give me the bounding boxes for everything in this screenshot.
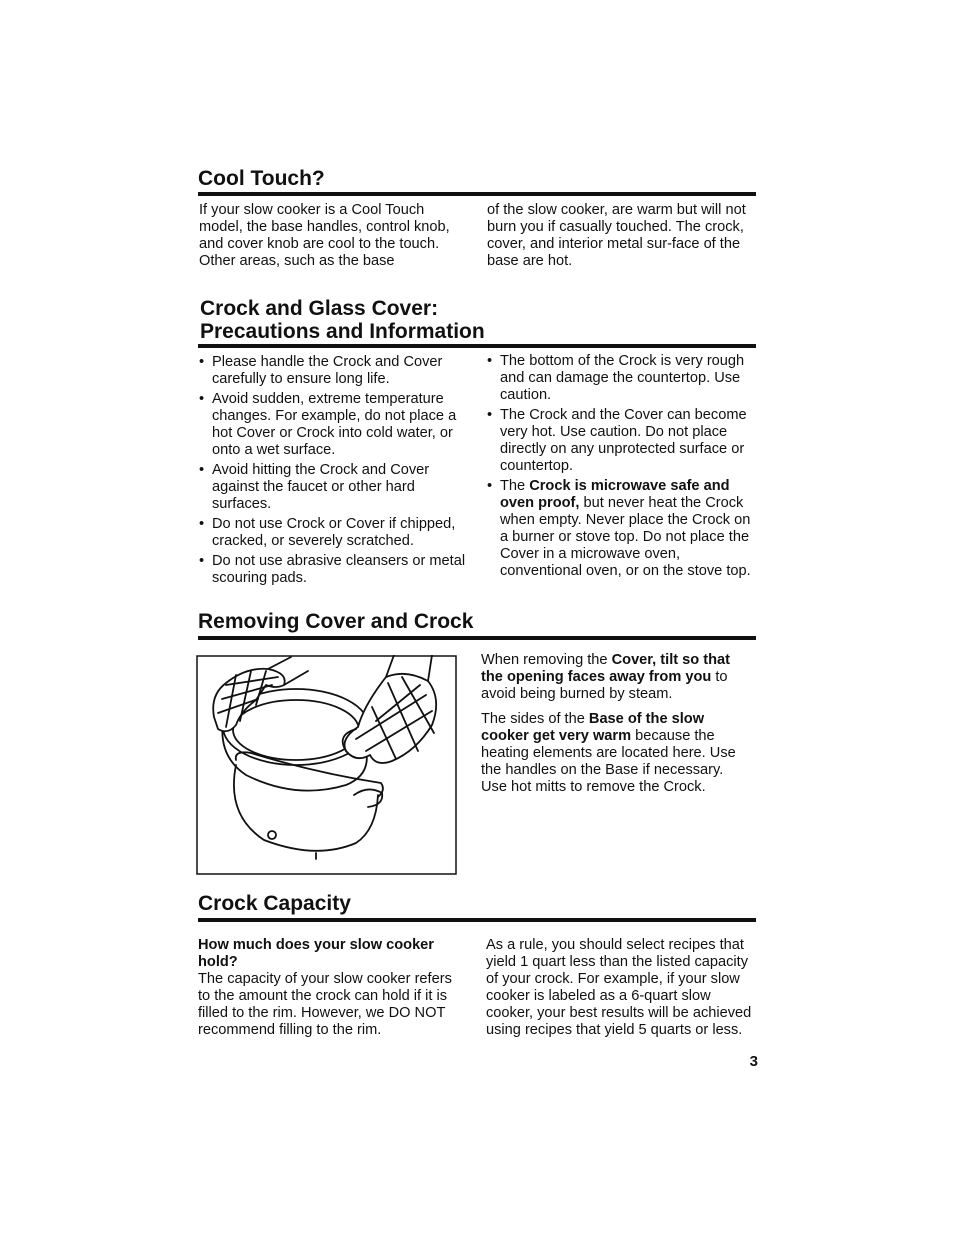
capacity-question: How much does your slow cooker hold?	[198, 937, 434, 970]
heading-line: Precautions and Information	[200, 320, 485, 343]
bold-text: Cover, tilt so that the opening faces away from you	[481, 652, 730, 685]
capacity-right-text	[486, 937, 756, 1039]
bold-text: Crock is microwave safe and oven proof,	[500, 478, 730, 511]
heading-rule	[198, 918, 756, 922]
heading-line: Crock and Glass Cover:	[200, 297, 439, 320]
heading-rule	[198, 192, 756, 196]
list-item: • Do not use Crock or Cover if chipped, cracked, or severely scratched.	[199, 516, 471, 550]
paragraph: The capacity of your slow cooker refers to the amount the crock can hold if it is filled to the rim. However, we DO NOT recommend filling to the rim.	[198, 971, 452, 1038]
heading-removing: Removing Cover and Crock	[198, 610, 474, 633]
heading-capacity: Crock Capacity	[198, 892, 351, 915]
bold-text: Base of the slow cooker get very warm	[481, 711, 705, 744]
text-run: but never heat the Crock when empty. Never place the Crock on a burner or stove top. Do not place the Cover in a microwave oven, conventional oven, or on the stove top.	[500, 495, 751, 579]
list-item: • Do not use abrasive cleansers or metal scouring pads.	[199, 553, 471, 587]
heading-rule	[198, 344, 756, 348]
text-run: because the heating elements are located here. Use the handles on the Base if necessary. Use hot mitts to remove the Crock.	[481, 728, 736, 795]
removing-text	[481, 652, 747, 796]
list-item: • Please handle the Crock and Cover carefully to ensure long life.	[199, 354, 471, 388]
list-item	[487, 478, 758, 580]
capacity-left-text	[198, 937, 468, 1039]
cool-touch-left-text	[199, 202, 463, 270]
text-run: to avoid being burned by steam.	[481, 669, 728, 702]
text-run: The	[500, 478, 530, 494]
paragraph	[481, 652, 747, 703]
page-number: 3	[749, 1053, 758, 1070]
list-item: • Avoid hitting the Crock and Cover against the faucet or other hard surfaces.	[199, 462, 471, 513]
text-run: The sides of the	[481, 711, 589, 727]
list-item: • The Crock and the Cover can become very hot. Use caution. Do not place directly on any unprotected surface or countertop.	[487, 407, 758, 475]
text-run: When removing the	[481, 652, 612, 668]
list-item: • The bottom of the Crock is very rough and can damage the countertop. Use caution.	[487, 353, 758, 404]
heading-cool-touch: Cool Touch?	[198, 167, 325, 190]
heading-precautions	[200, 297, 758, 343]
list-item: • Avoid sudden, extreme temperature changes. For example, do not place a hot Cover or Crock into cold water, or onto a wet surface.	[199, 391, 471, 459]
precautions-right-list	[487, 353, 758, 583]
heading-rule	[198, 636, 756, 640]
paragraph	[481, 711, 736, 796]
paragraph: If your slow cooker is a Cool Touch model, the base handles, control knob, and cover knob are cool to the touch. Other areas, such as the base	[199, 202, 450, 269]
paragraph: of the slow cooker, are warm but will not burn you if casually touched. The crock, cover, and interior metal sur-face of the base are hot.	[487, 202, 746, 269]
paragraph: As a rule, you should select recipes that yield 1 quart less than the listed capacity of your crock. For example, if your slow cooker is labeled as a 6-quart slow cooker, your best results will be achieved using recipes that yield 5 quarts or less.	[486, 937, 752, 1038]
slow-cooker-with-mitts-illustration	[196, 655, 457, 875]
cool-touch-right-text	[487, 202, 753, 270]
precautions-left-list	[199, 354, 471, 590]
